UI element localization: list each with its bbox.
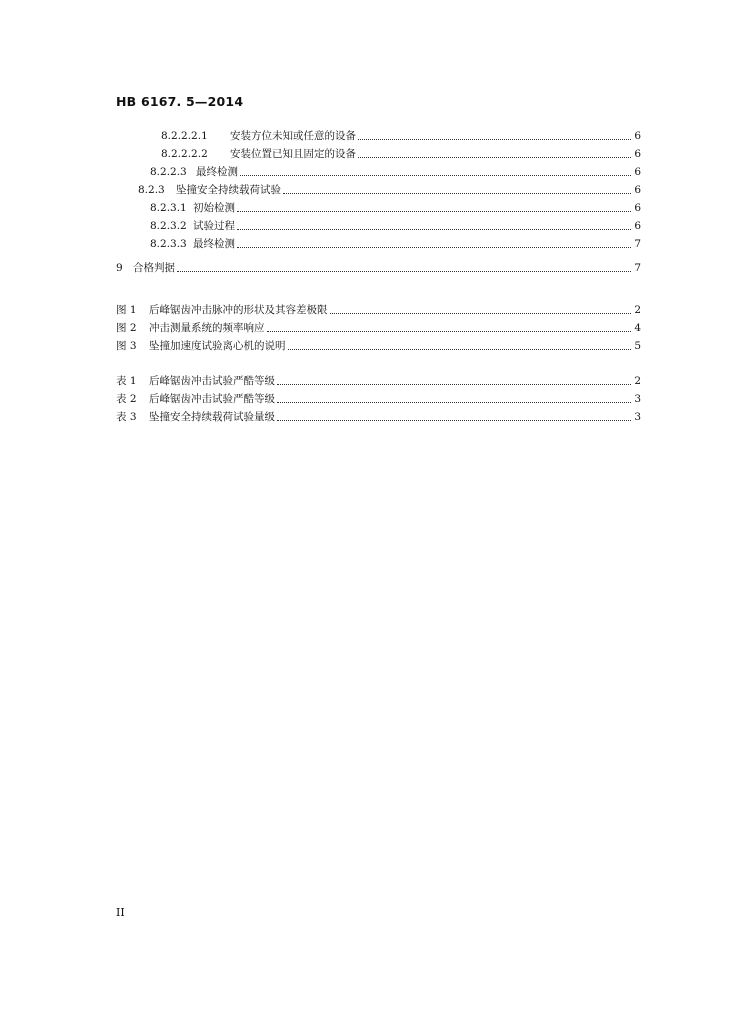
toc-entry[interactable] bbox=[150, 217, 641, 233]
figure-entry[interactable] bbox=[116, 301, 641, 317]
toc-entry[interactable] bbox=[161, 127, 641, 143]
dot-leader bbox=[240, 175, 631, 176]
toc-entry-page: 7 bbox=[634, 262, 641, 274]
toc-entry-number: 8.2.3.1 bbox=[150, 202, 187, 214]
dot-leader bbox=[267, 331, 632, 332]
figure-entry[interactable] bbox=[116, 337, 641, 353]
doc-header: HB 6167. 5—2014 bbox=[116, 94, 244, 109]
toc-entry-title: 最终检测 bbox=[196, 166, 238, 178]
toc-entry-title: 初始检测 bbox=[193, 202, 235, 214]
toc-entry-number: 8.2.2.2.1 bbox=[161, 130, 208, 142]
dot-leader bbox=[283, 193, 631, 194]
toc-entry-page: 6 bbox=[634, 184, 641, 196]
toc-entry-title: 安装位置已知且固定的设备 bbox=[230, 148, 356, 160]
table-entry[interactable] bbox=[116, 390, 641, 406]
toc-entry-number: 8.2.2.2.2 bbox=[161, 148, 208, 160]
toc-entry-title: 坠撞安全持续载荷试验 bbox=[176, 184, 281, 196]
table-entry-page: 3 bbox=[634, 411, 641, 423]
toc-entry[interactable] bbox=[150, 163, 641, 179]
toc-entry[interactable] bbox=[150, 235, 641, 251]
dot-leader bbox=[277, 402, 631, 403]
figure-entry[interactable] bbox=[116, 319, 641, 335]
toc-entry-title: 最终检测 bbox=[193, 238, 235, 250]
dot-leader bbox=[237, 211, 631, 212]
figure-entry-number: 图 1 bbox=[116, 304, 137, 316]
table-entry-title: 后峰锯齿冲击试验严酷等级 bbox=[149, 393, 275, 405]
figure-entry-number: 图 3 bbox=[116, 340, 137, 352]
figure-entry-title: 后峰锯齿冲击脉冲的形状及其容差极限 bbox=[149, 304, 328, 316]
toc-entry-title: 安装方位未知或任意的设备 bbox=[230, 130, 356, 142]
dot-leader bbox=[358, 139, 631, 140]
toc-entry-page: 6 bbox=[634, 130, 641, 142]
toc-entry-number: 8.2.2.3 bbox=[150, 166, 187, 178]
toc-entry-number: 8.2.3 bbox=[138, 184, 165, 196]
page-number: II bbox=[116, 906, 125, 919]
toc-entry-page: 6 bbox=[634, 202, 641, 214]
figure-entry-number: 图 2 bbox=[116, 322, 137, 334]
toc-entry-page: 6 bbox=[634, 220, 641, 232]
table-entry-number: 表 3 bbox=[116, 411, 137, 423]
toc-entry-number: 8.2.3.2 bbox=[150, 220, 187, 232]
table-entry-title: 后峰锯齿冲击试验严酷等级 bbox=[149, 375, 275, 387]
dot-leader bbox=[277, 420, 631, 421]
figure-entry-page: 2 bbox=[634, 304, 641, 316]
toc-entry-number: 9 bbox=[116, 262, 123, 274]
toc-entry-title: 试验过程 bbox=[193, 220, 235, 232]
dot-leader bbox=[330, 313, 632, 314]
dot-leader bbox=[288, 349, 632, 350]
toc-entry[interactable] bbox=[138, 181, 641, 197]
toc-entry-title: 合格判据 bbox=[133, 262, 175, 274]
dot-leader bbox=[177, 271, 631, 272]
toc-entry-page: 7 bbox=[634, 238, 641, 250]
table-entry-page: 3 bbox=[634, 393, 641, 405]
figure-entry-title: 坠撞加速度试验离心机的说明 bbox=[149, 340, 286, 352]
toc-entry[interactable] bbox=[116, 259, 641, 275]
figure-entry-page: 4 bbox=[634, 322, 641, 334]
dot-leader bbox=[237, 247, 631, 248]
table-entry-title: 坠撞安全持续载荷试验量级 bbox=[149, 411, 275, 423]
figure-entry-title: 冲击测量系统的频率响应 bbox=[149, 322, 265, 334]
toc-entry[interactable] bbox=[150, 199, 641, 215]
toc-entry[interactable] bbox=[161, 145, 641, 161]
table-entry[interactable] bbox=[116, 372, 641, 388]
dot-leader bbox=[358, 157, 631, 158]
toc-entry-number: 8.2.3.3 bbox=[150, 238, 187, 250]
table-entry[interactable] bbox=[116, 408, 641, 424]
table-entry-number: 表 1 bbox=[116, 375, 137, 387]
dot-leader bbox=[277, 384, 631, 385]
figure-entry-page: 5 bbox=[634, 340, 641, 352]
toc-entry-page: 6 bbox=[634, 148, 641, 160]
dot-leader bbox=[237, 229, 631, 230]
toc-entry-page: 6 bbox=[634, 166, 641, 178]
table-entry-page: 2 bbox=[634, 375, 641, 387]
table-entry-number: 表 2 bbox=[116, 393, 137, 405]
